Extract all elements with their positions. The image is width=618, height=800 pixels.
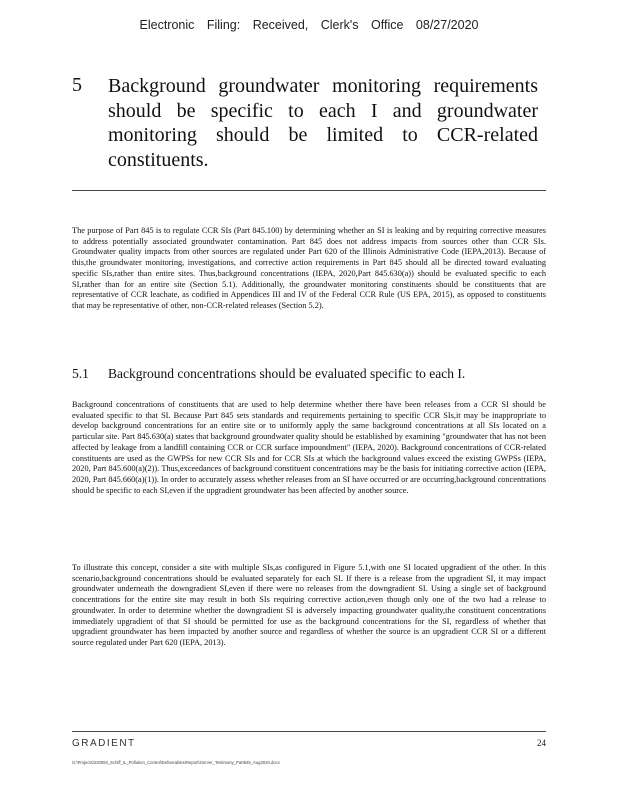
- file-path: G:\Projects\220084_Schiff_IL_Pollution_Control\Deliverables\Report\Gerver_Testimony_Part845_Aug2020.docx: [72, 760, 280, 765]
- section-divider: [72, 190, 546, 191]
- company-logo: GRADIENT: [72, 738, 136, 749]
- section-number: 5: [72, 74, 82, 96]
- footer-divider: [72, 731, 546, 732]
- subsection-heading: [72, 366, 546, 382]
- subsection-number: 5.1: [72, 366, 89, 381]
- page-number: 24: [537, 738, 546, 748]
- body-paragraph: To illustrate this concept, consider a site with multiple SIs,as configured in Figure 5.1,with one SI located upgradient of the other. In this scenario,background concentrations should be evaluated separately for each SI. If there is a release from the upgradient SI, it may impact groundwater underneath the downgradient SI,even if there were no releases from the downgradient SI. Using a single set of background concentrations for the entire site may result in both SIs requiring corrective action,even though only one of the two had a release to groundwater. In order to determine whether the downgradient SI is adversely impacting groundwater quality,the constituent concentrations immediately upgradient of that SI should be permitted for use as the background concentrations for the SI, regardless of whether that upgradient groundwater has been impacted by another source and regardless of whether the source is an upgradient CCR SI or a different source regulated under Part 620 (IEPA, 2013).: [72, 563, 546, 647]
- filing-stamp: Electronic Filing: Received, Clerk's Office 08/27/2020: [139, 18, 479, 32]
- subsection-title: Background concentrations should be evaluated specific to each I.: [108, 366, 466, 381]
- section-title: Background groundwater monitoring requirements should be specific to each I and groundwater monitoring should be limited to CCR-related constituents.: [108, 75, 538, 171]
- body-paragraph: Background concentrations of constituents that are used to help determine whether there have been releases from a CCR SI should be evaluated specific to that SI. Because Part 845 sets standards and requirements pertaining to specific CCR SIs,it may be inappropriate to develop background concentrations for an entire site or to uniformly apply the same background concentrations at all SIs located on a particular site. Part 845.630(a) states that background groundwater quality should be established by examining "groundwater that has not been affected by leakage from a landfill containing CCR or CCR surface impoundment" (IEPA, 2020). Background concentrations of CCR-related constituents are used as the GWPSs for new CCR SIs and for CCR SIs at which the background values exceed the existing GWPSs (IEPA, 2020, Part 845.600(a)(2)). Thus,exceedances of background constituent concentrations may be the basis for initiating corrective action (IEPA, 2020, Part 845.660(a)(1)). In order to accurately assess whether releases from an SI have occurred or are occurring,background concentrations should be specific to each SI,even if the upgradient groundwater has been affected by another source.: [72, 400, 546, 495]
- intro-paragraph: The purpose of Part 845 is to regulate CCR SIs (Part 845.100) by determining whether an SI is leaking and by requiring corrective measures to address potentially associated groundwater contamination. Part 845 does not address impacts from sources other than CCR SIs. Groundwater quality impacts from other sources are regulated under Part 620 of the Illinois Administrative Code (IEPA,2013). Because of this,the groundwater monitoring, investigations, and corrective action requirements in Part 845 should all be directed toward evaluating specific SIs,rather than entire sites. Thus,background concentrations (IEPA, 2020,Part 845.630(a)) should be evaluated specific to each SI,rather than for an entire site (Section 5.1). Additionally, the groundwater monitoring constituents should be constituents that are representative of CCR leachate, as codified in Appendices III and IV of the Federal CCR Rule (US EPA, 2015), as opposed to constituents that may be representative of other, non-CCR-related releases (Section 5.2).: [72, 226, 546, 310]
